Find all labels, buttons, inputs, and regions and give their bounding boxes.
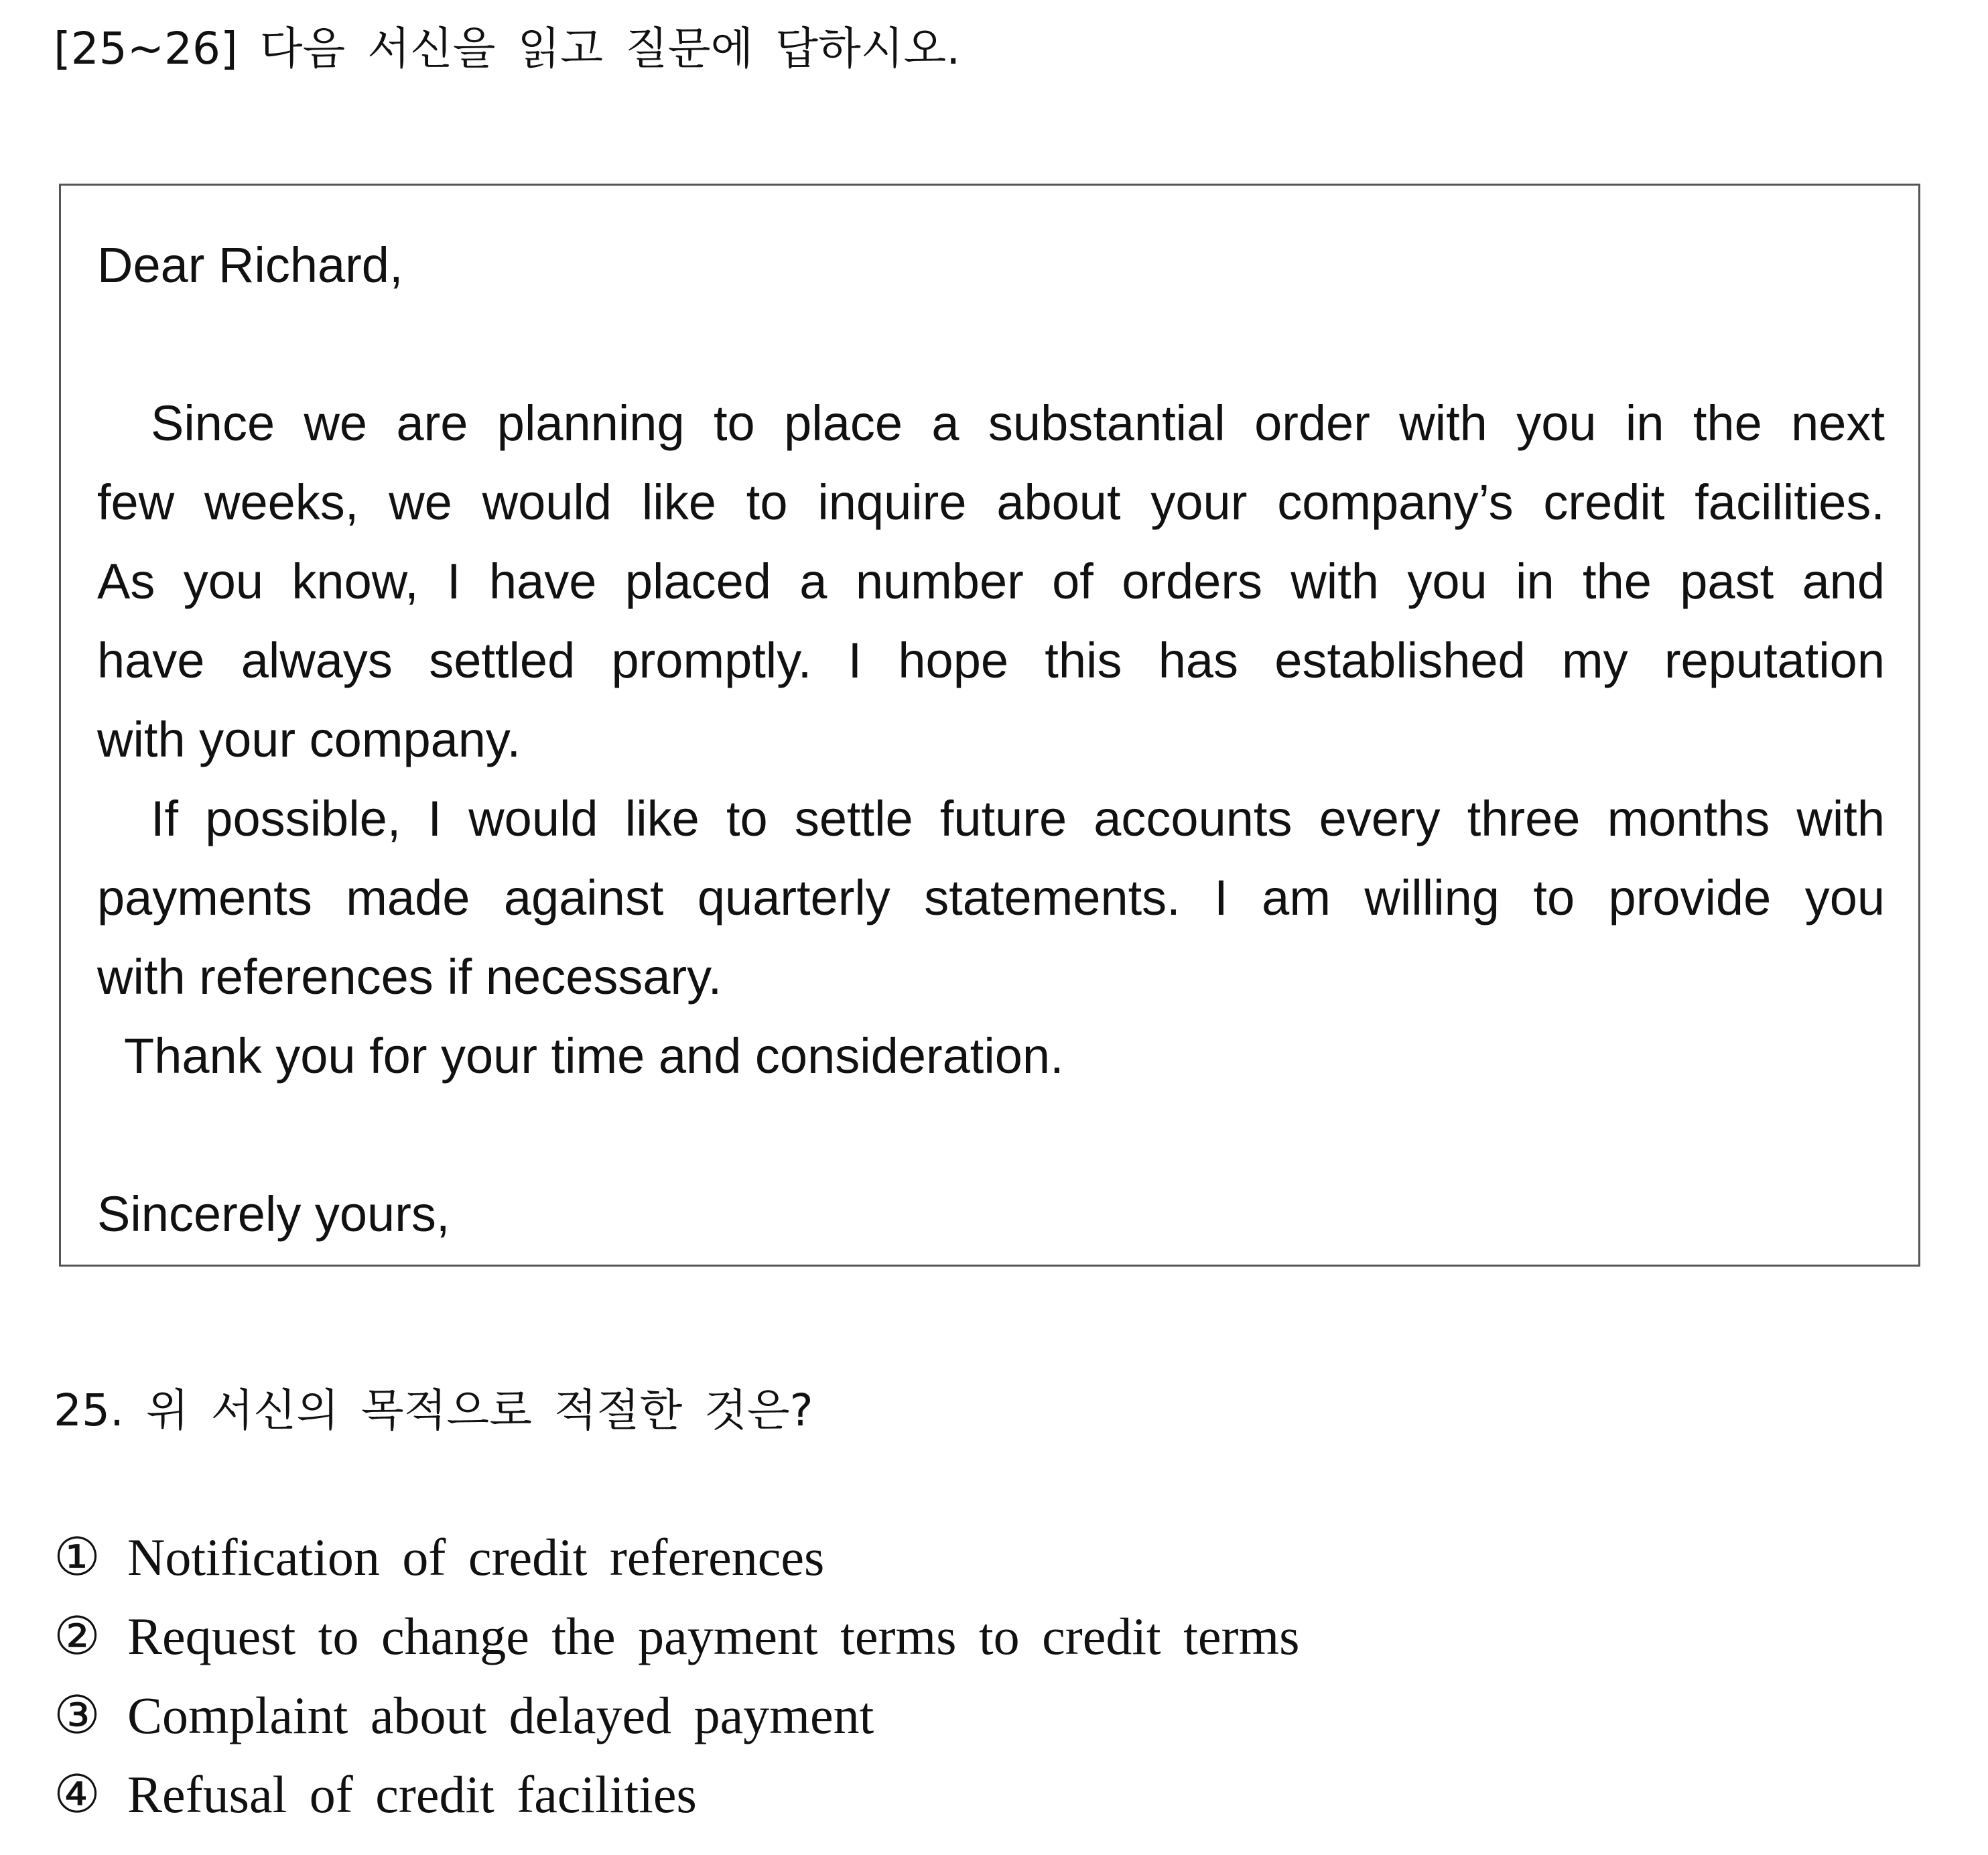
letter-line: payments made against quarterly statements. I am willing to provide you [97,870,1885,925]
letter-line: with your company. [97,712,521,767]
option-number: ④ [54,1765,101,1824]
option-text: Notification of credit references [127,1528,825,1586]
letter-line: If possible, I would like to settle future accounts every three months with [151,791,1885,846]
option-text: Complaint about delayed payment [127,1686,874,1744]
letter-line: Thank you for your time and consideration. [124,1028,1064,1084]
option-text: Request to change the payment terms to credit terms [127,1607,1300,1665]
answer-options [54,1518,1300,1834]
question-25: 25. 위 서신의 목적으로 적절한 것은? [54,1385,813,1436]
answer-option-1[interactable] [54,1518,1300,1597]
letter-closing: Sincerely yours, [97,1186,450,1242]
letter-line: few weeks, we would like to inquire about your company’s credit facilities. [97,474,1885,530]
passage-instruction: [25~26] 다음 서신을 읽고 질문에 답하시오. [54,23,961,74]
answer-option-2[interactable] [54,1597,1300,1676]
letter-line: Since we are planning to place a substantial order with you in the next [151,395,1885,451]
letter-greeting: Dear Richard, [97,237,403,293]
letter-body [97,186,1885,1254]
option-number: ② [54,1607,101,1665]
option-number: ③ [54,1686,101,1744]
option-text: Refusal of credit facilities [127,1765,697,1824]
letter-line: have always settled promptly. I hope this has established my reputation [97,633,1885,688]
answer-option-4[interactable] [54,1755,1300,1834]
answer-option-3[interactable] [54,1676,1300,1755]
letter-line: As you know, I have placed a number of orders with you in the past and [97,554,1885,609]
option-number: ① [54,1528,101,1586]
letter-box [59,184,1920,1267]
letter-line: with references if necessary. [97,949,722,1005]
